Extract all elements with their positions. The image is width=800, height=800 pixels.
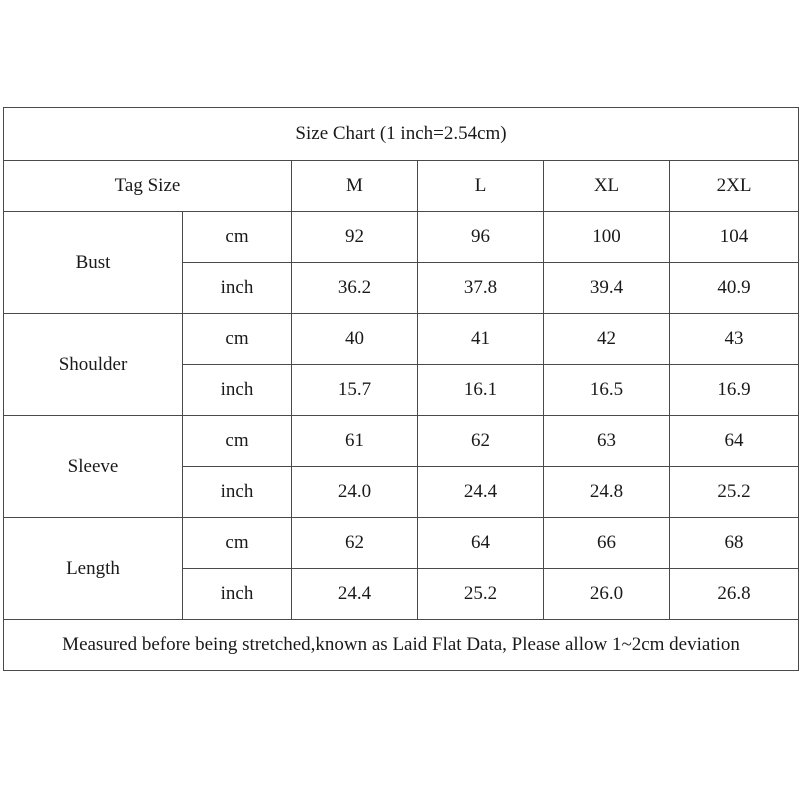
table-cell: 15.7 (292, 365, 418, 416)
unit-label: cm (183, 416, 292, 467)
unit-label: cm (183, 314, 292, 365)
measurement-name-sleeve: Sleeve (4, 416, 183, 518)
table-cell: 62 (292, 518, 418, 569)
table-row (4, 314, 799, 365)
measurement-name-bust: Bust (4, 212, 183, 314)
unit-label: inch (183, 365, 292, 416)
size-header-l: L (418, 161, 544, 212)
unit-label: inch (183, 569, 292, 620)
table-cell: 41 (418, 314, 544, 365)
table-cell: 62 (418, 416, 544, 467)
table-cell: 37.8 (418, 263, 544, 314)
table-row (4, 518, 799, 569)
table-cell: 24.4 (292, 569, 418, 620)
chart-title: Size Chart (1 inch=2.54cm) (4, 108, 799, 161)
footer-note: Measured before being stretched,known as Laid Flat Data, Please allow 1~2cm deviation (4, 620, 799, 671)
tag-size-label: Tag Size (4, 161, 292, 212)
table-cell: 40.9 (670, 263, 799, 314)
table-cell: 68 (670, 518, 799, 569)
size-header-xl: XL (544, 161, 670, 212)
size-chart-table (3, 107, 799, 671)
table-cell: 39.4 (544, 263, 670, 314)
table-cell: 25.2 (418, 569, 544, 620)
table-cell: 16.9 (670, 365, 799, 416)
table-cell: 63 (544, 416, 670, 467)
size-header-2xl: 2XL (670, 161, 799, 212)
table-cell: 61 (292, 416, 418, 467)
table-cell: 42 (544, 314, 670, 365)
table-cell: 24.0 (292, 467, 418, 518)
size-header-m: M (292, 161, 418, 212)
table-cell: 66 (544, 518, 670, 569)
table-cell: 64 (418, 518, 544, 569)
table-cell: 26.8 (670, 569, 799, 620)
table-cell: 40 (292, 314, 418, 365)
table-cell: 26.0 (544, 569, 670, 620)
table-cell: 92 (292, 212, 418, 263)
table-cell: 43 (670, 314, 799, 365)
unit-label: inch (183, 467, 292, 518)
table-cell: 16.1 (418, 365, 544, 416)
table-row (4, 416, 799, 467)
unit-label: cm (183, 518, 292, 569)
measurement-name-shoulder: Shoulder (4, 314, 183, 416)
table-cell: 25.2 (670, 467, 799, 518)
table-cell: 104 (670, 212, 799, 263)
table-cell: 16.5 (544, 365, 670, 416)
table-cell: 64 (670, 416, 799, 467)
footer-row (4, 620, 799, 671)
measurement-name-length: Length (4, 518, 183, 620)
table-cell: 24.8 (544, 467, 670, 518)
table-cell: 96 (418, 212, 544, 263)
table-cell: 36.2 (292, 263, 418, 314)
unit-label: cm (183, 212, 292, 263)
title-row (4, 108, 799, 161)
table-cell: 24.4 (418, 467, 544, 518)
header-row (4, 161, 799, 212)
table-cell: 100 (544, 212, 670, 263)
table-row (4, 212, 799, 263)
unit-label: inch (183, 263, 292, 314)
